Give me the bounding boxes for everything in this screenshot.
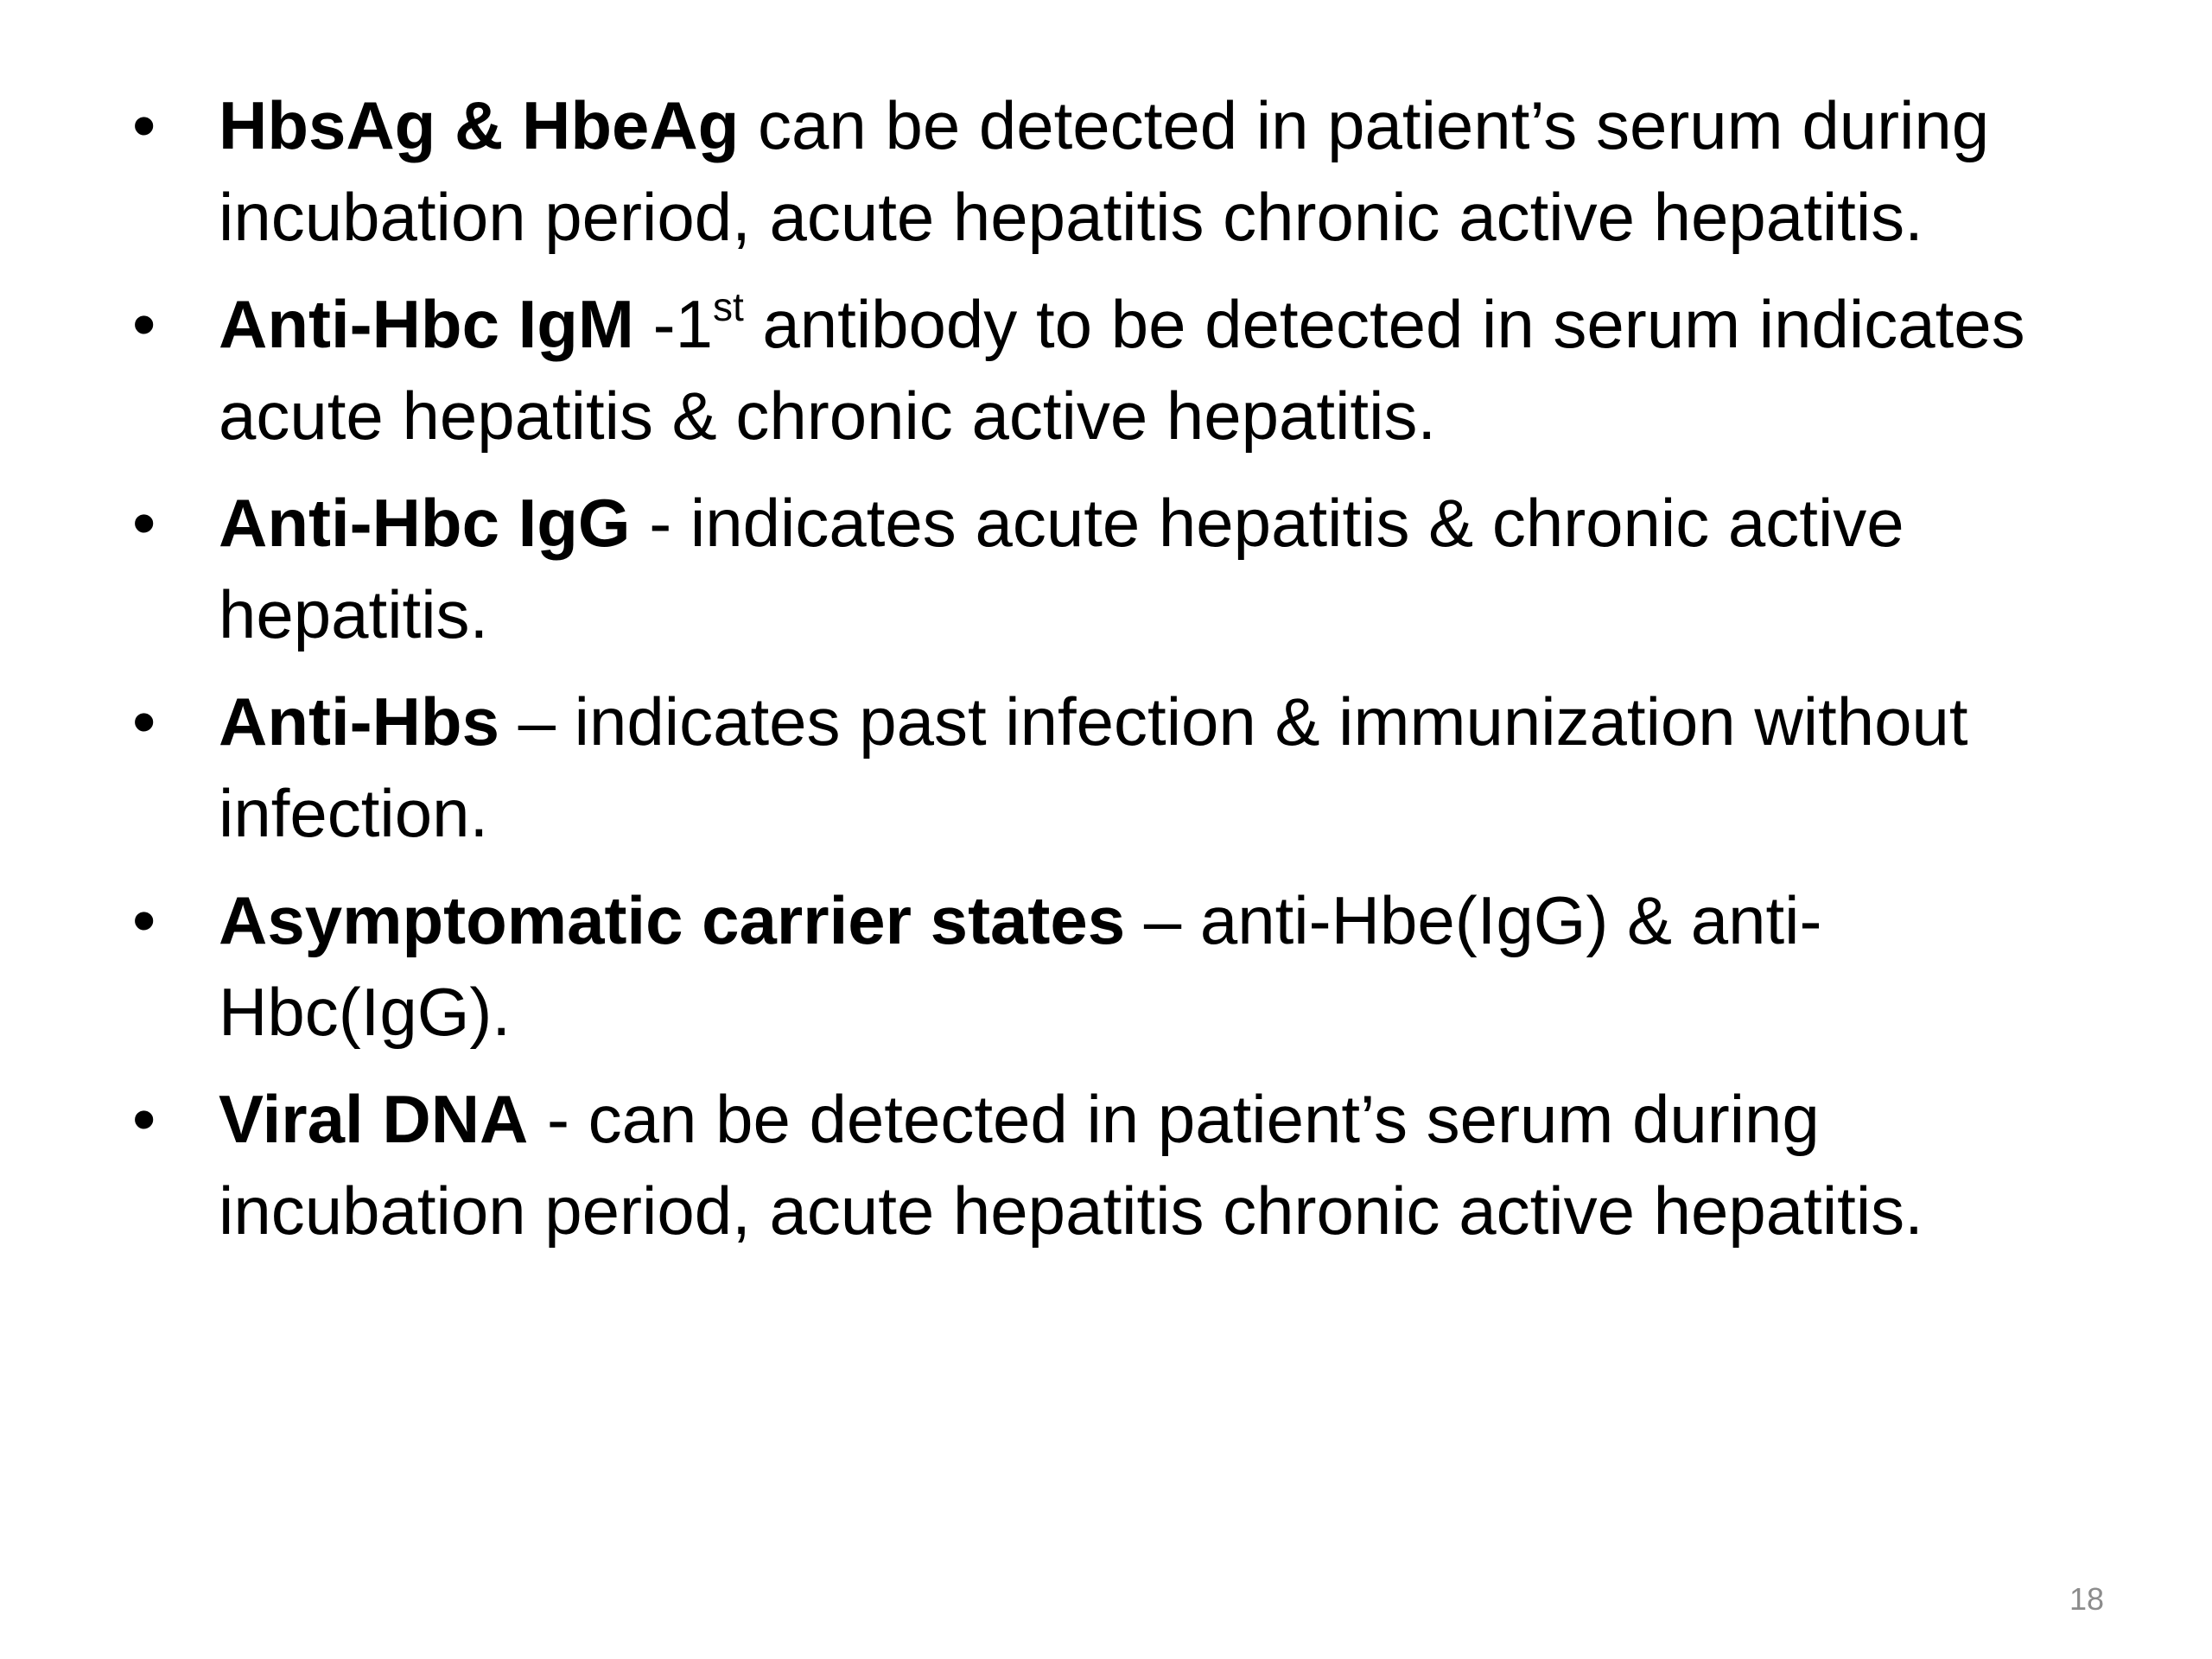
bullet-text: – anti-Hbe(IgG) & anti-Hbc(IgG). (219, 882, 1822, 1050)
bullet-term: HbsAg & HbeAg (219, 87, 740, 163)
bullet-term: Anti-Hbc IgG (219, 485, 631, 561)
bullet-icon: • (132, 286, 156, 362)
bullet-term: Anti-Hbs (219, 683, 499, 760)
bullet-item-anti-hbc-igg (125, 477, 2113, 660)
bullet-icon: • (132, 485, 156, 561)
bullet-item-anti-hbs (125, 676, 2113, 859)
bullet-icon: • (132, 683, 156, 760)
bullet-icon: • (132, 1081, 156, 1157)
bullet-text: can be detected in patient’s serum during incubation period, acute hepatitis chronic active hepatitis. (219, 87, 1990, 255)
bullet-icon: • (132, 882, 156, 958)
bullet-item-asymptomatic-carrier (125, 874, 2113, 1058)
bullet-text: – indicates past infection & immunization without infection. (219, 683, 1968, 851)
ordinal-superscript: st (712, 284, 744, 329)
bullet-list (125, 79, 2113, 1272)
bullet-text: antibody to be detected in serum indicates acute hepatitis & chronic active hepatitis. (219, 286, 2025, 454)
bullet-term: Asymptomatic carrier states (219, 882, 1126, 958)
bullet-term: Anti-Hbc IgM (219, 286, 634, 362)
bullet-icon: • (132, 87, 156, 163)
page-number: 18 (2069, 1581, 2104, 1617)
bullet-text: - indicates acute hepatitis & chronic active hepatitis. (219, 485, 1904, 652)
bullet-item-anti-hbc-igm (125, 278, 2113, 461)
bullet-term: Viral DNA (219, 1081, 529, 1157)
bullet-text-prefix: -1 (633, 286, 713, 362)
bullet-text: - can be detected in patient’s serum during incubation period, acute hepatitis chronic active hepatitis. (219, 1081, 1923, 1249)
bullet-item-hbsag-hbeag (125, 79, 2113, 263)
bullet-item-viral-dna (125, 1073, 2113, 1256)
